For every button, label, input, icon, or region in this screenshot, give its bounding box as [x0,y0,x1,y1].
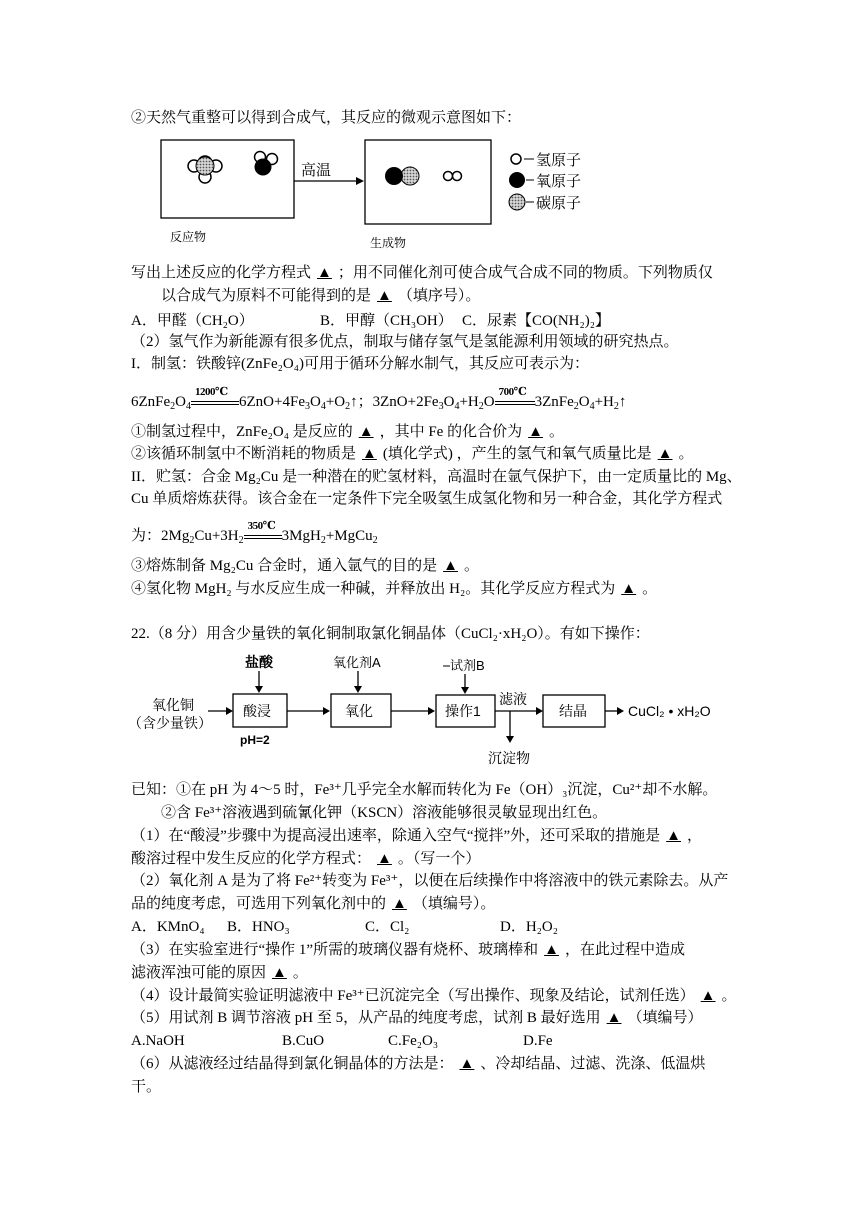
legend [509,152,581,212]
s2-option-b: B．HNO₃ [227,919,290,935]
sub6-line1: （6）从滤液经过结晶得到氯化铜晶体的方法是： ▲ 、冷却结晶、过滤、洗涤、低温烘 [131,1056,706,1072]
known-2: ②含 Fe³⁺溶液遇到硫氰化钾（KSCN）溶液能够很灵敏显现出红色。 [161,805,608,821]
sub1-line1: （1）在“酸浸”步骤中为提高浸出速率，除通入空气“搅拌”外，还可采取的措施是 ▲ ， [131,828,703,844]
q21-hydrogen-production: I．制氢：铁酸锌(ZnFe₂O₄)可用于循环分解水制气，其反应可表示为： [131,356,589,372]
reactant-box [161,140,294,218]
s5-option-b: B.CuO [282,1033,325,1049]
question-1: ①制氢过程中，ZnFe₂O₄ 是反应的 ▲ ，其中 Fe 的化合价为 ▲ 。 [131,424,564,440]
sub6-line2: 干。 [131,1079,162,1095]
sub2-line2: 品的纯度考虑，可选用下列氧化剂中的 ▲ （填编号）。 [131,896,496,912]
q21-intro: ②天然气重整可以得到合成气，其反应的微观示意图如下： [131,110,522,126]
acid-leach-label: 酸浸 [243,703,271,719]
q21-part2: （2）氢气作为新能源有很多优点，制取与储存氢气是氢能源利用领域的研究热点。 [131,334,679,350]
option-b: B．甲醇（CH₃OH） [320,313,453,329]
legend-oxygen: 氧原子 [536,173,582,190]
co-molecule [385,167,419,185]
legend-hydrogen: 氢原子 [536,152,582,169]
condition-label: 高温 [301,162,332,179]
s5-option-c: C.Fe₂O₃ [388,1033,439,1049]
product-label: 生成物 [370,236,407,250]
h2-molecule [444,172,462,181]
equation-1: $6ZnFe_2O_4$ 1200℃ $6ZnO+4Fe_3O_4+O_2↑$；$3ZnO+2Fe_3O_4+H_2O$ 700℃ $3ZnFe_2O_4+H_2↑$ [131,386,627,412]
question-4: ④氢化物 MgH₂ 与水反应生成一种碱，并释放出 H₂。其化学反应方程式为 ▲ 。 [131,581,658,597]
ph-label: pH=2 [240,733,270,747]
precipitate-label: 沉淀物 [488,750,530,766]
legend-carbon: 碳原子 [536,195,582,212]
s2-option-c: C．Cl₂ [365,919,410,935]
sub5-line: （5）用试剂 B 调节溶液 pH 至 5，从产品的纯度考虑，试剂 B 最好选用 ▲ （填编号） [131,1010,703,1026]
s2-option-a: A．KMnO₄ [131,919,205,935]
option-c: C．尿素【CO(NH₂)₂】 [462,313,610,329]
start-material: 氧化铜 [152,697,194,713]
methane-molecule [188,156,222,183]
s2-option-d: D．H₂O₂ [500,919,558,935]
reagent-b: 试剂B [450,658,485,673]
product-box [365,140,491,224]
q22-title: 22.（8 分）用含少量铁的氧化铜制取氯化铜晶体（CuCl₂·xH₂O）。有如下操作： [131,626,650,642]
storage-line2: Cu 单质熔炼获得。该合金在一定条件下完全吸氢生成氢化物和另一种合金，其化学方程式 [131,491,723,507]
start-material-note: （含少量铁） [128,715,212,731]
sub3-line2: 滤液浑浊可能的原因 ▲ 。 [131,965,308,981]
s5-option-d: D.Fe [523,1033,553,1049]
sub3-line1: （3）在实验室进行“操作 1”所需的玻璃仪器有烧杯、玻璃棒和 ▲ ，在此过程中造成 [131,942,685,958]
sub4-line: （4）设计最简实验证明滤液中 Fe³⁺已沉淀完全（写出操作、现象及结论，试剂任选） ▲ 。 [131,988,737,1004]
reaction-diagram [160,136,620,256]
question-3: ③熔炼制备 Mg₂Cu 合金时，通入氩气的目的是 ▲ 。 [131,558,479,574]
q21-line2: 以合成气为原料不可能得到的是 ▲ （填序号）。 [161,288,481,304]
known-1: 已知：①在 pH 为 4～5 时，Fe³⁺几乎完全水解而转化为 Fe（OH）₃沉淀，Cu²⁺却不水解。 [131,782,718,798]
question-2: ②该循环制氢中不断消耗的物质是 ▲ (填化学式) ，产生的氢气和氧气质量比是 ▲ 。 [131,446,694,462]
q21-line1: 写出上述反应的化学方程式 ▲ ；用不同催化剂可使合成气合成不同的物质。下列物质仅 [131,265,713,281]
sub2-line1: （2）氧化剂 A 是为了将 Fe²⁺转变为 Fe³⁺，以便在后续操作中将溶液中的铁元素除去。从产 [131,873,729,889]
reagent-hcl: 盐酸 [245,654,273,670]
crystallize-label: 结晶 [559,703,587,719]
process-flowchart [128,650,728,766]
equation-3: 为：$2Mg_2Cu+3H_2$ 350℃ 3MgH$_2$+MgCu$_2$ [131,520,378,546]
storage-line1: II．贮氢：合金 Mg₂Cu 是一种潜在的贮氢材料，高温时在氩气保护下，由一定质量比的 Mg、 [131,469,742,485]
water-molecule [255,152,278,176]
sub1-line2: 酸溶过程中发生反应的化学方程式： ▲ 。（写一个） [131,851,481,867]
option-a: A．甲醛（CH₂O） [131,313,254,329]
oxidant-a: 氧化剂A [333,655,381,670]
operation1-label: 操作1 [445,703,481,719]
reactant-label: 反应物 [170,230,207,244]
filtrate-label: 滤液 [499,691,527,707]
s5-option-a: A.NaOH [131,1033,185,1049]
oxidize-label: 氧化 [345,703,373,719]
product-label: CuCl₂ • xH₂O [628,703,711,719]
